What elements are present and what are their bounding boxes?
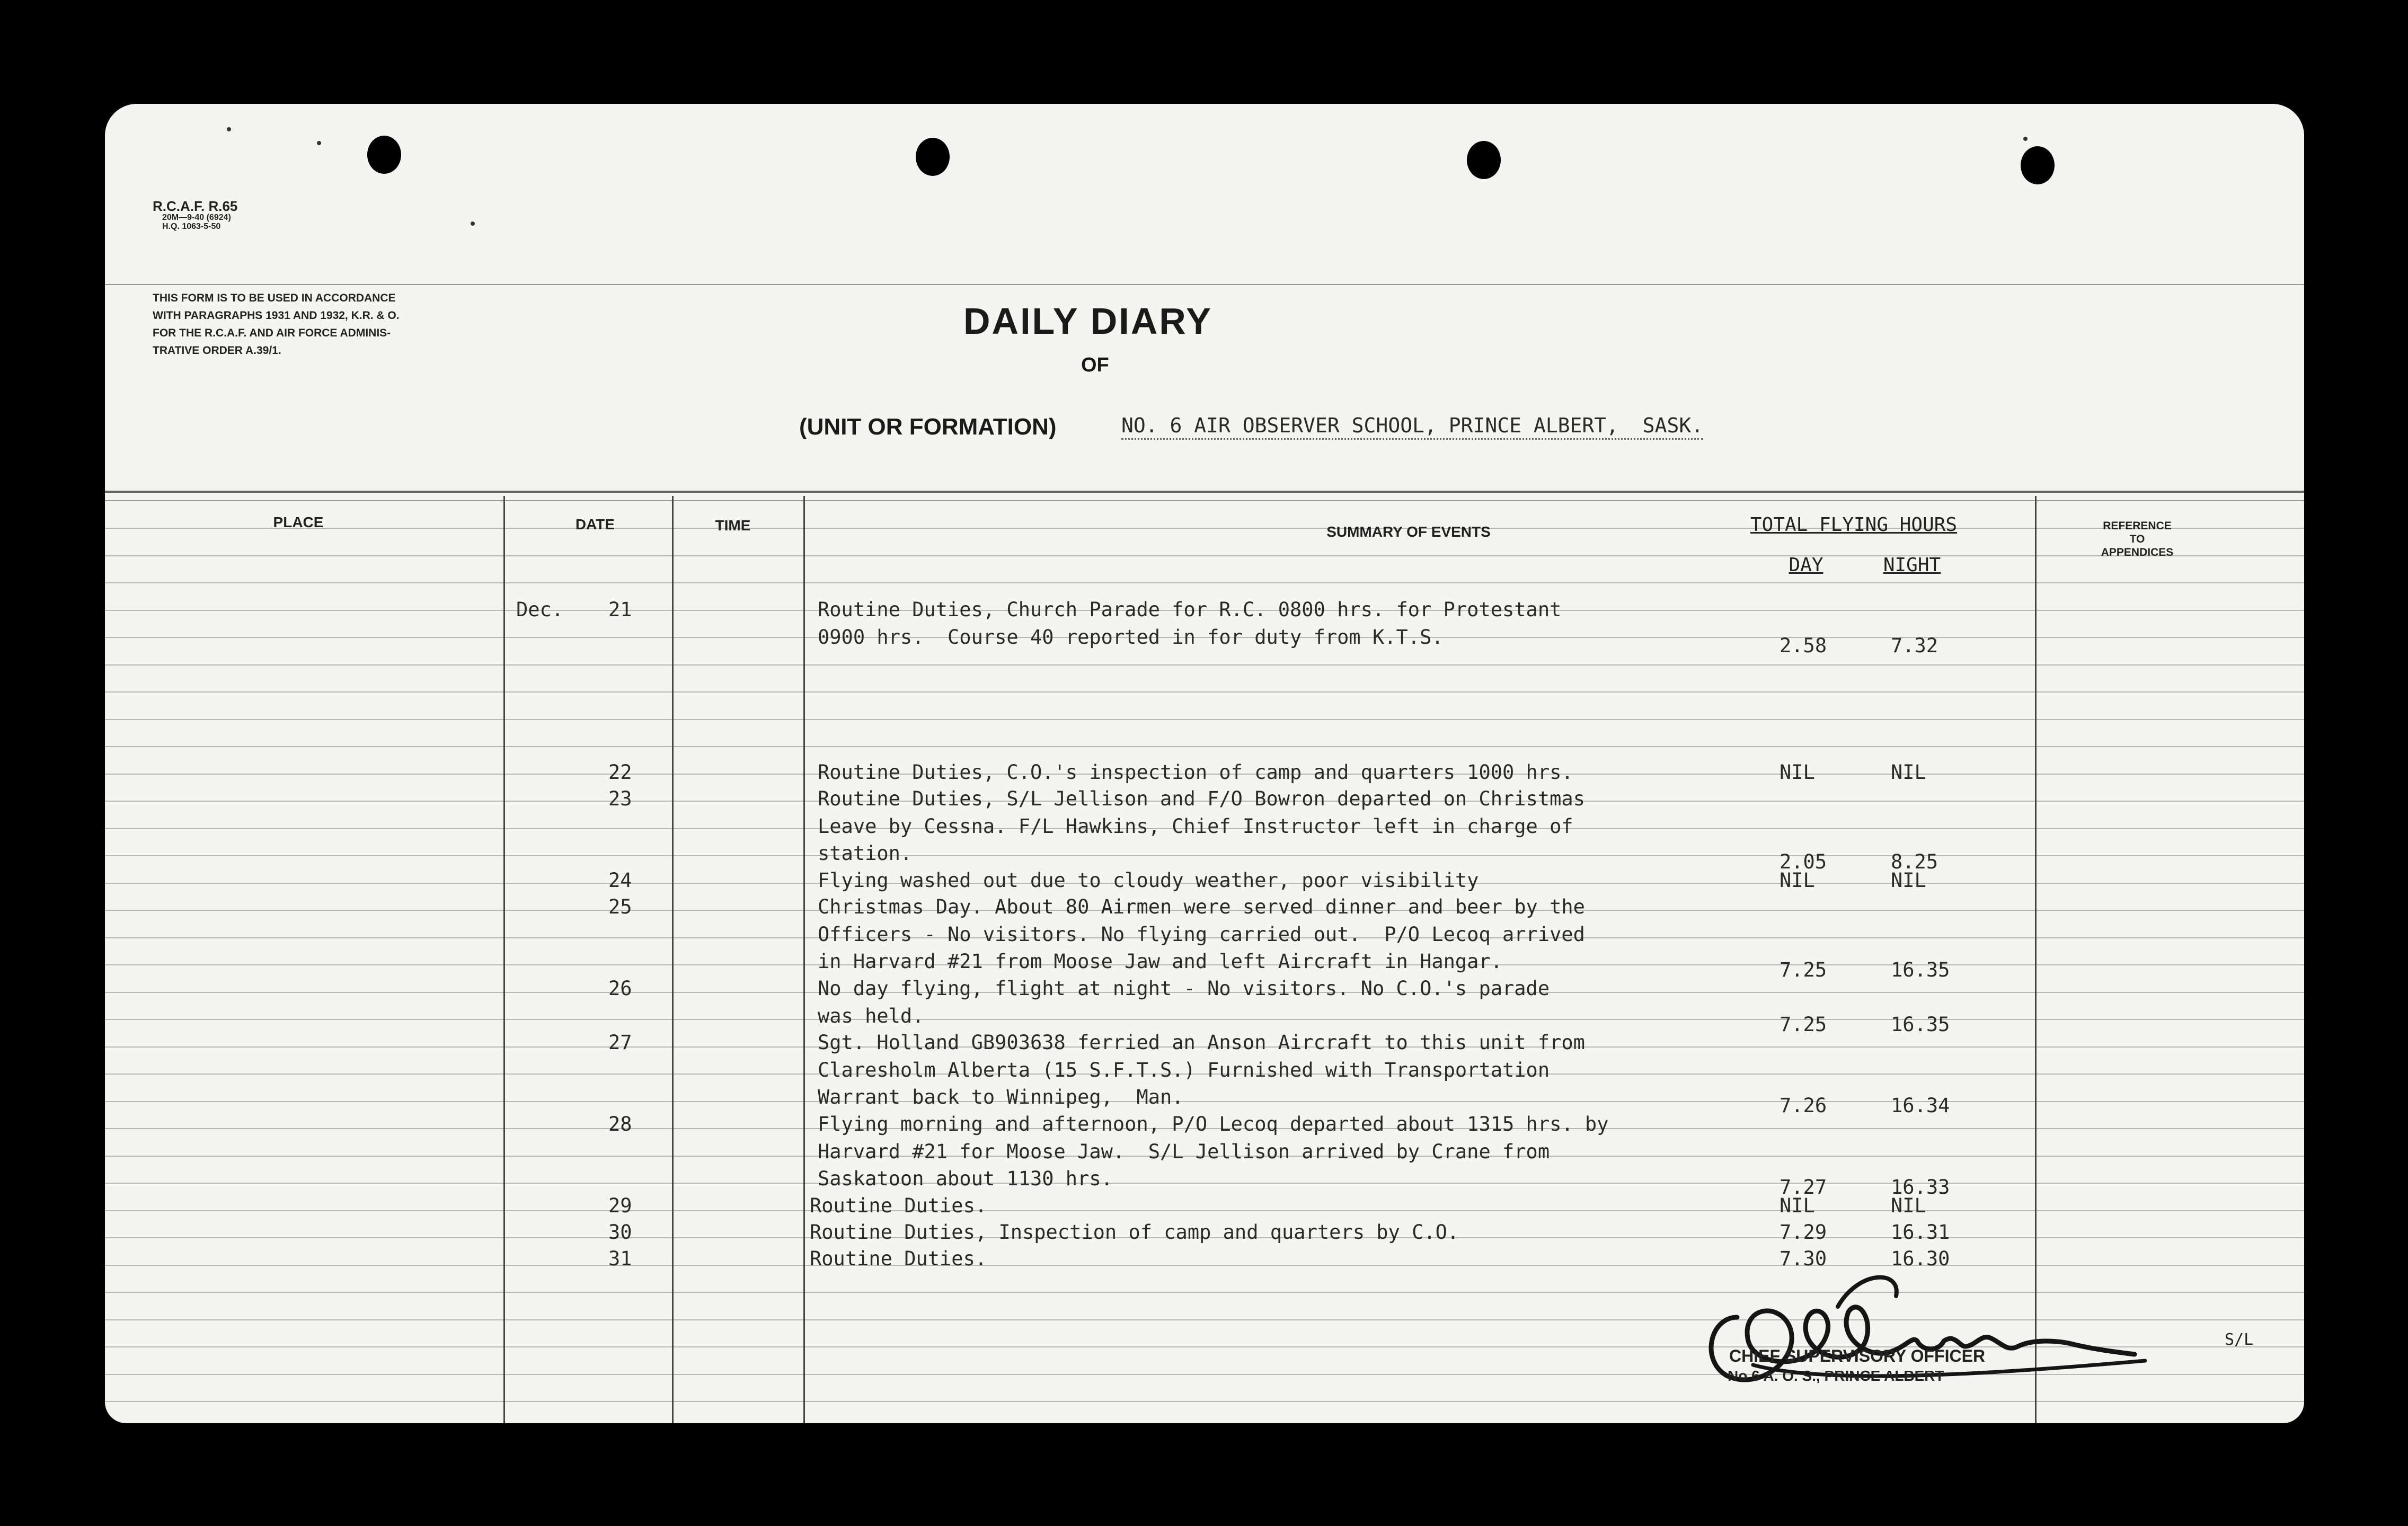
column-divider [803, 496, 805, 1423]
form-note-line: FOR THE R.C.A.F. AND AIR FORCE ADMINIS- [153, 327, 391, 339]
form-code [153, 199, 237, 232]
speck-mark [317, 141, 321, 145]
column-header-reference [2055, 519, 2219, 559]
entry-day-hours: 2.05 [1780, 850, 1827, 873]
entry-summary-line: Routine Duties, Church Parade for R.C. 0800 hrs. for Protestant [818, 598, 1562, 621]
entry-date: 23 [608, 787, 632, 810]
entry-day-hours: 7.26 [1780, 1094, 1827, 1117]
rule-line [105, 284, 2304, 285]
entry-date: 31 [608, 1247, 632, 1270]
entry-summary-line: Routine Duties, Inspection of camp and quarters by C.O. [810, 1221, 1459, 1244]
entry-summary-line: Claresholm Alberta (15 S.F.T.S.) Furnished with Transportation [818, 1059, 1550, 1081]
form-note-line: TRATIVE ORDER A.39/1. [153, 344, 281, 357]
reference-line: REFERENCE [2103, 520, 2172, 532]
rule-line [105, 1210, 2304, 1211]
signature-icon [1689, 1238, 2272, 1418]
entry-summary-line: Routine Duties. [810, 1194, 987, 1217]
column-header-date: DATE [575, 516, 615, 533]
entry-date: 21 [608, 598, 632, 621]
entry-date: 22 [608, 761, 632, 784]
form-code-line: R.C.A.F. R.65 [153, 198, 238, 214]
column-header-place: PLACE [273, 514, 324, 530]
entry-month: Dec. [516, 598, 564, 621]
entry-night-hours: 7.32 [1891, 634, 1938, 657]
entry-day-hours: 7.27 [1780, 1176, 1827, 1199]
entry-summary-line: Routine Duties. [810, 1247, 987, 1270]
entry-date: 26 [608, 977, 632, 1000]
entry-summary-line: Officers - No visitors. No flying carried out. P/O Lecoq arrived [818, 923, 1585, 946]
reference-line: APPENDICES [2101, 546, 2174, 558]
entry-day-hours: NIL [1780, 761, 1815, 784]
entry-night-hours: 8.25 [1891, 850, 1938, 873]
entry-day-hours: NIL [1780, 869, 1815, 892]
entry-night-hours: 16.35 [1891, 1013, 1950, 1036]
column-header-time: TIME [715, 517, 751, 534]
column-header-summary: SUMMARY OF EVENTS [1326, 524, 1491, 540]
entry-night-hours: 16.33 [1891, 1176, 1950, 1199]
rule-line [105, 582, 2304, 583]
entry-summary-line: Harvard #21 for Moose Jaw. S/L Jellison arrived by Crane from [818, 1140, 1550, 1163]
rule-line [105, 746, 2304, 747]
speck-mark [471, 221, 475, 226]
entry-day-hours: 7.25 [1780, 1013, 1827, 1036]
entry-summary-line: No day flying, flight at night - No visitors. No C.O.'s parade [818, 977, 1550, 1000]
form-note-line: THIS FORM IS TO BE USED IN ACCORDANCE [153, 292, 396, 304]
entry-summary-line: Flying washed out due to cloudy weather, poor visibility [818, 869, 1479, 892]
entry-night-hours: NIL [1891, 1194, 1926, 1217]
entry-night-hours: 16.30 [1891, 1247, 1950, 1270]
entry-day-hours: 7.30 [1780, 1247, 1827, 1270]
entry-summary-line: Christmas Day. About 80 Airmen were served dinner and beer by the [818, 895, 1585, 918]
entry-summary-line: Sgt. Holland GB903638 ferried an Anson Aircraft to this unit from [818, 1031, 1585, 1054]
entry-date: 30 [608, 1221, 632, 1244]
form-code-line: 20M—9-40 (6924) [162, 213, 231, 223]
column-header-night: NIGHT [1883, 554, 1941, 576]
reference-line: TO [2129, 533, 2145, 545]
entry-summary-line: was held. [818, 1005, 924, 1027]
rule-line [105, 719, 2304, 720]
rule-line [105, 1101, 2304, 1102]
entry-summary-line: in Harvard #21 from Moose Jaw and left Aircraft in Hangar. [818, 950, 1503, 973]
entry-date: 29 [608, 1194, 632, 1217]
entry-day-hours: 7.29 [1780, 1221, 1827, 1244]
speck-mark [2023, 137, 2028, 141]
entry-summary-line: Flying morning and afternoon, P/O Lecoq departed about 1315 hrs. by [818, 1113, 1609, 1135]
rule-line [105, 1019, 2304, 1020]
unit-label: (UNIT OR FORMATION) [799, 414, 1057, 440]
rule-line [105, 491, 2304, 493]
column-header-day: DAY [1789, 554, 1823, 576]
column-divider [672, 496, 674, 1423]
stamp-title: CHIEF SUPERVISORY OFFICER [1729, 1346, 1986, 1365]
diary-of: OF [1081, 354, 1109, 376]
punch-hole-icon [367, 136, 401, 174]
column-header-total-flying-hours: TOTAL FLYING HOURS [1750, 514, 1958, 536]
form-instructions [153, 289, 555, 359]
entry-summary-line: Routine Duties, C.O.'s inspection of camp and quarters 1000 hrs. [818, 761, 1573, 784]
signature-rank: S/L [2225, 1330, 2254, 1349]
rule-line [105, 664, 2304, 666]
entry-day-hours: 7.25 [1780, 959, 1827, 981]
entry-summary-line: Leave by Cessna. F/L Hawkins, Chief Instructor left in charge of [818, 815, 1573, 838]
entry-date: 27 [608, 1031, 632, 1054]
entry-night-hours: NIL [1891, 869, 1926, 892]
entry-night-hours: 16.34 [1891, 1094, 1950, 1117]
entry-day-hours: 2.58 [1780, 634, 1827, 657]
entry-night-hours: 16.35 [1891, 959, 1950, 981]
entry-summary-line: Routine Duties, S/L Jellison and F/O Bowron departed on Christmas [818, 787, 1585, 810]
entry-day-hours: NIL [1780, 1194, 1815, 1217]
entry-date: 28 [608, 1113, 632, 1135]
entry-summary-line: 0900 hrs. Course 40 reported in for duty from K.T.S. [818, 626, 1444, 649]
punch-hole-icon [1467, 141, 1501, 179]
column-divider [503, 496, 505, 1423]
entry-summary-line: station. [818, 842, 913, 865]
entry-summary-line: Warrant back to Winnipeg, Man. [818, 1086, 1184, 1108]
form-note-line: WITH PARAGRAPHS 1931 AND 1932, K.R. & O. [153, 309, 400, 322]
diary-sheet [105, 104, 2304, 1423]
rule-line [105, 855, 2304, 856]
stamp-unit: No 6 A. O. S., PRINCE ALBERT [1728, 1368, 1944, 1384]
diary-title: DAILY DIARY [963, 300, 1212, 342]
entry-summary-line: Saskatoon about 1130 hrs. [818, 1167, 1113, 1190]
form-code-line: H.Q. 1063-5-50 [162, 222, 221, 232]
rule-line [105, 555, 2304, 556]
unit-value: NO. 6 AIR OBSERVER SCHOOL, PRINCE ALBERT, SASK. [1121, 414, 1703, 440]
punch-hole-icon [2021, 146, 2055, 184]
rule-line [105, 691, 2304, 693]
entry-night-hours: 16.31 [1891, 1221, 1950, 1244]
rule-line [105, 1183, 2304, 1184]
entry-date: 24 [608, 869, 632, 892]
entry-date: 25 [608, 895, 632, 918]
speck-mark [227, 127, 231, 131]
punch-hole-icon [916, 138, 950, 176]
rule-line [105, 500, 2304, 501]
entry-night-hours: NIL [1891, 761, 1926, 784]
